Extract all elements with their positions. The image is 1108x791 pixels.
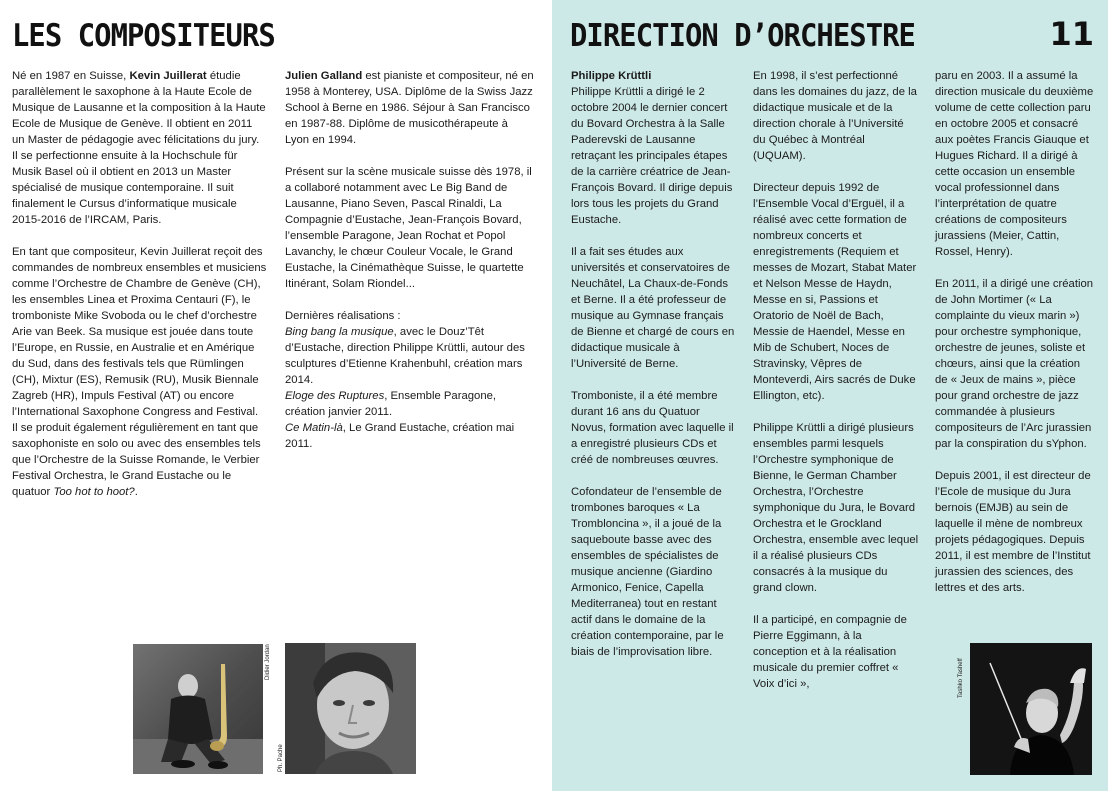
text: Il se produit également régulièrement en tant que saxophoniste en solo ou avec des ensembles tels que l’Orchestre de la Suisse Romande, le Verbier Festival Orchestra, le Grand Eustache ou le quatuor bbox=[12, 422, 261, 498]
paragraph: Cofondateur de l’ensemble de trombones baroques « La Trombloncina », il a joué de la saqueboute basse avec des ensembles de spécialistes de musique ancienne (Giardino Armonico, Fenice, Capella Mediterranea) tout en restant actif dans le domaine de la création contemporaine, par le biais de l’improvisation libre. bbox=[571, 486, 724, 658]
paragraph: Il a participé, en compagnie de Pierre Eggimann, à la conception et à la réalisation musicale du premier coffret « Voix d’ici », bbox=[753, 614, 907, 690]
composer-name: Julien Galland bbox=[285, 70, 363, 82]
paragraph: Présent sur la scène musicale suisse dès 1978, il a collaboré notamment avec Le Big Band de Lausanne, Piano Seven, Pascal Rinaldi, La Compagnie d’Eustache, Jean-François Bovard, l’ensemble Paragone, Jean Rochat et Popol Lavanchy, le chœur Couleur Vocale, le Grand Eustache, la Cinémathèque Suisse, le quartette Itinérant, Solam Riondel... bbox=[285, 166, 532, 290]
right-page bbox=[552, 0, 1108, 791]
conductor-name-text: Philippe Krüttli bbox=[571, 70, 652, 82]
section-title-direction: DIRECTION D’ORCHESTRE bbox=[570, 18, 915, 54]
photo-julien-galland bbox=[285, 643, 416, 774]
text: , Le Grand Eustache, création mai 2011. bbox=[285, 422, 515, 450]
section-title-compositeurs: LES COMPOSITEURS bbox=[12, 18, 275, 54]
column-bio-1 bbox=[571, 68, 737, 676]
column-kevin-juillerat bbox=[12, 68, 267, 516]
photo-philippe-kruttli bbox=[970, 643, 1092, 775]
text: étudie parallèlement le saxophone à la Haute Ecole de Musique de Lausanne et la composition à la Haute Ecole de Musique de Genève. Il obtient en 2011 un Master de pédagogie avec félicitations du jury. Il se perfectionne ensuite à la Hochschule für Musik Basel où il obtient en 2013 un Master spécialisé de musique contemporaine. Il suit finalement le Cursus d’informatique musicale 2015-2016 de l’IRCAM, Paris. bbox=[12, 70, 266, 226]
paragraph: Tromboniste, il a été membre durant 16 ans du Quatuor Novus, formation avec laquelle il a enregistré plusieurs CDs et créé de nombreuses œuvres. bbox=[571, 390, 734, 466]
page-number: 11 bbox=[1049, 15, 1094, 53]
left-page bbox=[0, 0, 552, 791]
photo-credit: Ph. Pache bbox=[278, 744, 284, 772]
work-title: Eloge des Ruptures bbox=[285, 390, 385, 402]
text: . bbox=[134, 486, 138, 498]
paragraph: Philippe Krüttli a dirigé le 2 octobre 2004 le dernier concert du Bovard Orchestra à la Salle Paderevski de Lausanne retraçant les principales étapes de la carrière créatrice de Jean-François Bovard. Il dirige depuis lors tous les projets du Grand Eustache. bbox=[571, 86, 733, 226]
paragraph: En 1998, il s’est perfectionné dans les domaines du jazz, de la didactique musicale et de la direction chorale à l’Université du Québec à Montréal (UQUAM). bbox=[753, 70, 917, 162]
paragraph: Depuis 2001, il est directeur de l’Ecole de musique du Jura bernois (EMJB) au sein de laquelle il mène de nombreux projets pédagogiques. Depuis 2011, il est membre de l’Institut jurassien des sciences, des lettres et des arts. bbox=[935, 470, 1091, 594]
work-title: Bing bang la musique bbox=[285, 326, 394, 338]
realisation-item bbox=[285, 420, 535, 452]
paragraph: En 2011, il a dirigé une création de John Mortimer (« La complainte du vieux marin ») pour orchestre symphonique, orchestre de jeunes, soliste et chœurs, ainsi que la création de « Jeux de mains », pièce pour grand orchestre de jazz commandée à plusieurs compositeurs de l’Arc jurassien par la conspiration du sYphon. bbox=[935, 278, 1094, 450]
paragraph bbox=[12, 420, 267, 500]
realisation-item bbox=[285, 324, 535, 388]
paragraph: En tant que compositeur, Kevin Juillerat reçoit des commandes de nombreux ensembles et musiciens comme l’Orchestre de Chambre de Genève (CH), les ensembles Linea et Proxima Centauri (F), le tromboniste Mike Svoboda ou le chef d’orchestre Arie van Beek. Sa musique est jouée dans toute l’Europe, en Russie, en Australie et en Amérique du Sud, dans des festivals tels que Rümlingen (CH), Mixtur (ES), Remusik (RU), Musik Biennale Zagreb (HR), Impuls Festival (AT) ou encore l’International Saxophone Congress and Festival. bbox=[12, 246, 267, 418]
paragraph: Philippe Krüttli a dirigé plusieurs ensembles parmi lesquels l’Orchestre symphonique de Bienne, le German Chamber Orchestra, l’Orchestre symphonique du Jura, le Bovard Orchestra et le Grockland Orchestra, ensemble avec lequel il a réalisé plusieurs CDs consacrés à la musique du grand clown. bbox=[753, 422, 919, 594]
paragraph: Directeur depuis 1992 de l’Ensemble Vocal d’Erguël, il a réalisé avec cette formation de nombreux concerts et enregistrements (Requiem et messes de Mozart, Stabat Mater et Nelson Messe de Haydn, Messe en si, Passions et Oratorio de Noël de Bach, Messie de Haendel, Messe en Mib de Schubert, Noces de Stravinsky, Vêpres de Monteverdi, Airs sacrés de Duke Ellington, etc). bbox=[753, 182, 917, 402]
composer-name: Kevin Juillerat bbox=[129, 70, 207, 82]
work-title: Ce Matin-là bbox=[285, 422, 343, 434]
text: , avec le Douz’Têt d’Eustache, direction Philippe Krüttli, autour des sculptures d’Etienne Krahenbuhl, création mars 2014. bbox=[285, 326, 525, 386]
realisation-item bbox=[285, 388, 535, 420]
text: Né en 1987 en Suisse, bbox=[12, 70, 130, 82]
text: , Ensemble Paragone, création janvier 2011. bbox=[285, 390, 497, 418]
work-title: Too hot to hoot? bbox=[53, 486, 135, 498]
portrait-conductor-image bbox=[970, 643, 1092, 775]
paragraph: Dernières réalisations : bbox=[285, 310, 401, 322]
column-julien-galland bbox=[285, 68, 535, 452]
photo-credit: Tashko Tasheff bbox=[958, 658, 964, 698]
paragraph: Il a fait ses études aux universités et conservatoires de Neuchâtel, La Chaux-de-Fonds et Berne. Il a été professeur de musique au Gymnase français de Bienne et chargé de cours en didactique musicale à l’Université de Berne. bbox=[571, 246, 735, 370]
portrait-face-image bbox=[285, 643, 416, 774]
column-bio-2 bbox=[753, 68, 919, 708]
column-bio-3 bbox=[935, 68, 1095, 612]
conductor-name bbox=[571, 68, 737, 84]
portrait-saxophonist-image bbox=[133, 644, 263, 774]
photo-kevin-juillerat bbox=[133, 644, 263, 774]
paragraph: paru en 2003. Il a assumé la direction musicale du deuxième volume de cette collection paru en octobre 2005 et consacré aux poètes Francis Giauque et Hugues Richard. Il a dirigé à cette occasion un ensemble vocal professionnel dans l’interprétation de quatre créations de compositeurs jurassiens (Meier, Cattin, Rossel, Henry). bbox=[935, 70, 1094, 258]
paragraph bbox=[285, 68, 535, 148]
photo-credit: Didier Jordan bbox=[265, 644, 271, 680]
paragraph bbox=[12, 68, 267, 228]
text: est pianiste et compositeur, né en 1958 à Monterey, USA. Diplôme de la Swiss Jazz School à Berne en 1986. Séjour à San Francisco en 1987-88. Diplôme de musicothérapeute à Lyon en 1994. bbox=[285, 70, 534, 146]
